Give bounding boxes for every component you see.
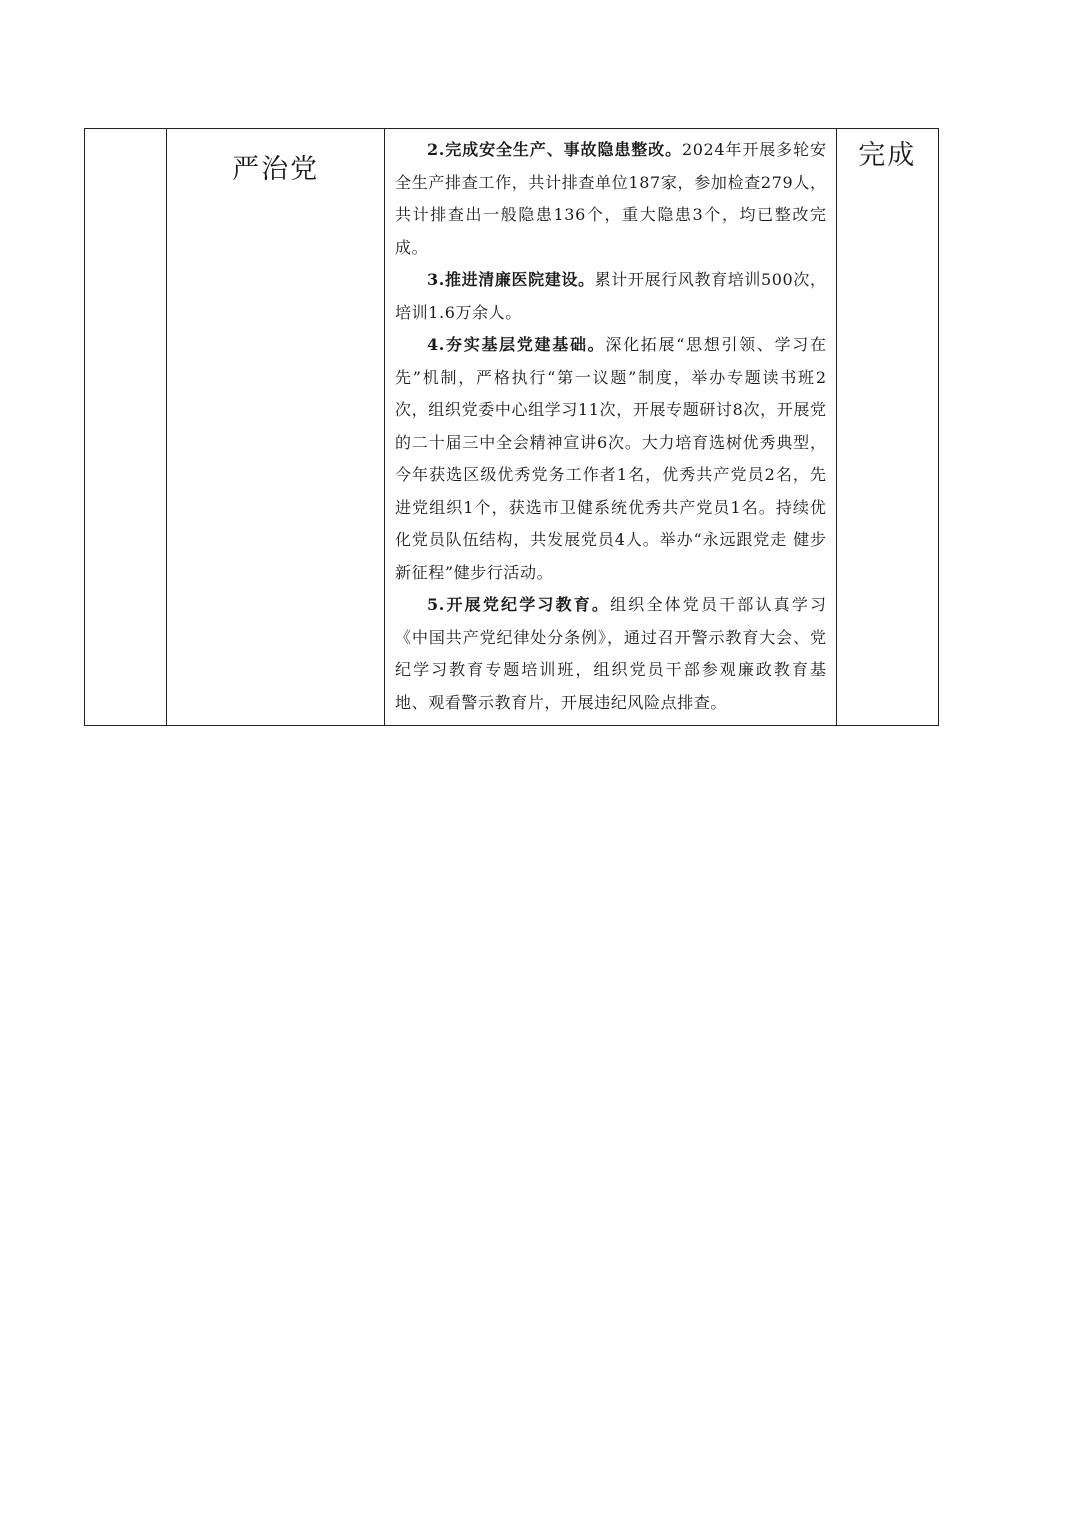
paragraph-body: 2024年开展多轮安全生产排查工作，共计排查单位187家，参加检查279人，共计排查出一般隐患136个，重大隐患3个，均已整改完成。 (395, 140, 827, 257)
work-summary-table (84, 128, 939, 726)
table-row (85, 129, 939, 726)
paragraph-heading: 5.开展党纪学习教育。 (427, 595, 611, 614)
paragraph-body: 累计开展行风教育培训500次，培训1.6万余人。 (395, 270, 827, 322)
paragraph-heading: 2.完成安全生产、事故隐患整改。 (427, 140, 682, 159)
paragraph-heading: 3.推进清廉医院建设。 (427, 270, 595, 289)
paragraph-body: 组织全体党员干部认真学习《中国共产党纪律处分条例》，通过召开警示教育大会、党纪学习教育专题培训班，组织党员干部参观廉政教育基地、观看警示教育片，开展违纪风险点排查。 (395, 595, 827, 712)
index-cell (85, 129, 167, 726)
content-paragraph (395, 329, 827, 589)
category-cell: 严治党 (167, 129, 385, 726)
paragraph-body: 深化拓展“思想引领、学习在先”机制，严格执行“第一议题”制度，举办专题读书班2次，组织党委中心组学习11次，开展专题研讨8次，开展党的二十届三中全会精神宣讲6次。大力培育选树优秀典型，今年获选区级优秀党务工作者1名，优秀共产党员2名，先进党组织1个，获选市卫健系统优秀共产党员1名。持续优化党员队伍结构，共发展党员4人。举办“永远跟党走 健步新征程”健步行活动。 (395, 335, 827, 582)
content-paragraph (395, 589, 827, 719)
content-paragraph (395, 264, 827, 329)
paragraph-heading: 4.夯实基层党建基础。 (427, 335, 606, 354)
content-paragraph (395, 134, 827, 264)
content-cell (385, 129, 837, 726)
status-cell: 完成 (836, 129, 938, 726)
